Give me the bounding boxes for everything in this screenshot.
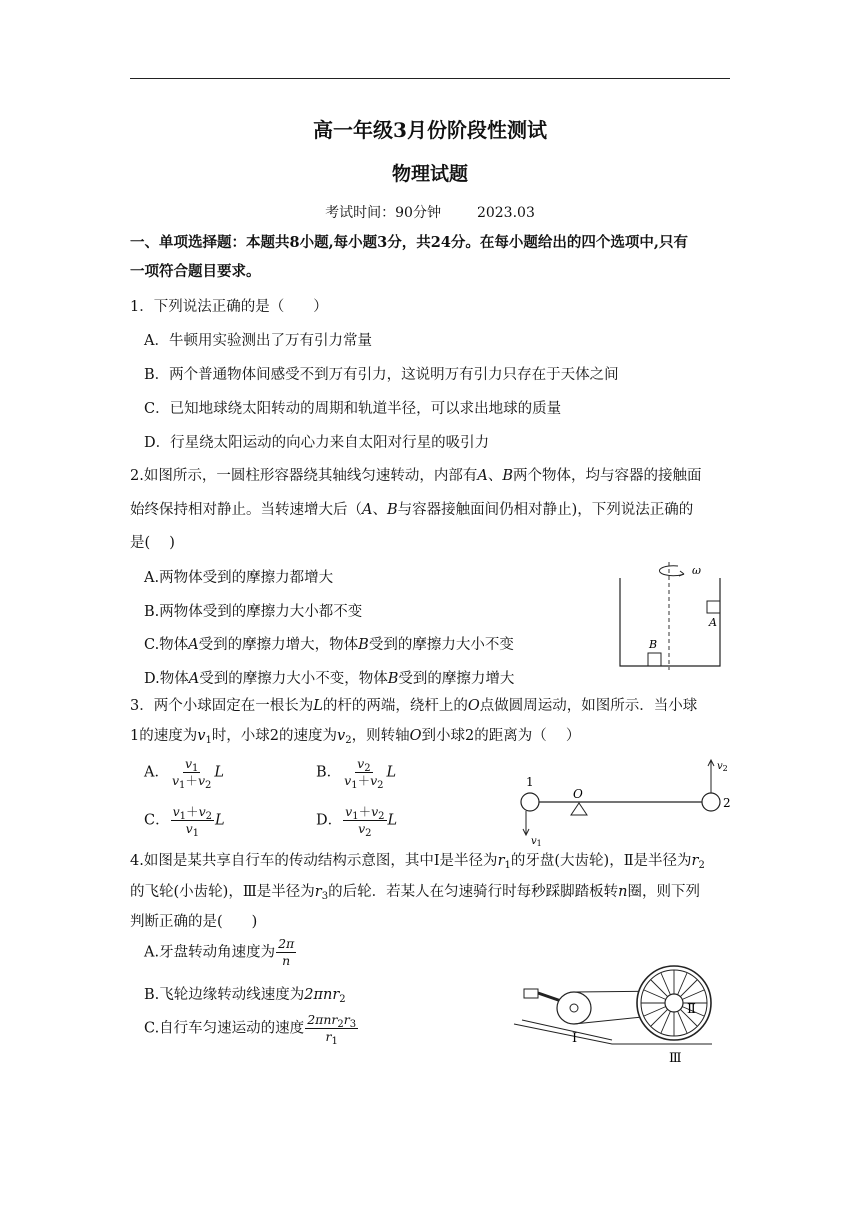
q3-stem-line1: 3．两个小球固定在一根长为L的杆的两端，绕杆上的O点做圆周运动，如图所示．当小球: [130, 698, 698, 714]
q4-figure-bicycle-drive: [512, 962, 724, 1072]
q2-stem-line2: 始终保持相对静止。当转速增大后（A、B与容器接触面间仍相对静止)，下列说法正确的: [130, 502, 694, 518]
q2-option-b: B.两物体受到的摩擦力大小都不变: [144, 604, 363, 620]
ball2-label: 2: [723, 796, 731, 810]
section-heading-line2: 一项符合题目要求。: [130, 263, 261, 280]
label-II: Ⅱ: [687, 1002, 696, 1017]
page-title: 高一年级3月份阶段性测试: [313, 118, 547, 142]
exam-date: 2023.03: [476, 205, 535, 221]
v1-label: $v_1$: [531, 836, 542, 848]
q2-option-a: A.两物体受到的摩擦力都增大: [144, 570, 334, 586]
q3-figure-rod-balls: [510, 758, 740, 848]
q1-stem: 1．下列说法正确的是（ ）: [130, 299, 328, 315]
pivot-label: O: [573, 787, 583, 801]
exam-time: 考试时间：90分钟: [325, 205, 441, 221]
q2-figure-rotating-container: [612, 556, 730, 672]
exam-meta: [0, 202, 860, 222]
label-I: Ⅰ: [572, 1031, 578, 1046]
q4-option-c: C.自行车匀速运动的速度 $\frac{2\pi nr_2r_3}{r_1}$: [144, 1012, 357, 1047]
q1-option-d: D．行星绕太阳运动的向心力来自太阳对行星的吸引力: [144, 435, 490, 451]
object-b-label: B: [649, 638, 658, 651]
header-rule: [130, 78, 730, 79]
q4-stem-line3: 判断正确的是( ): [130, 914, 258, 930]
q4-option-a: A.牙盘转动角速度为 $\frac{2\pi}{n}$: [144, 936, 295, 968]
q1-option-b: B．两个普通物体间感受不到万有引力，这说明万有引力只存在于天体之间: [144, 367, 619, 383]
q2-stem-line1: 2.如图所示，一圆柱形容器绕其轴线匀速转动，内部有A、B两个物体，均与容器的接触面: [130, 468, 702, 484]
section-heading-line1: 一、单项选择题：本题共8小题,每小题3分，共24分。在每小题给出的四个选项中,只有: [130, 234, 688, 251]
q2-option-d: D.物体A受到的摩擦力大小不变，物体B受到的摩擦力增大: [144, 671, 515, 687]
q3-option-c: C． $\frac{v_1+v_2}{v_1}$ L: [144, 804, 225, 839]
q3-option-d: D． $\frac{v_1+v_2}{v_2}$ L: [316, 804, 398, 839]
q3-option-b: B． $\frac{v_2}{v_1+v_2}$ L: [316, 756, 397, 791]
q3-stem-line2: 1的速度为$v_1$时，小球2的速度为$v_2$，则转轴O到小球2的距离为（ ）: [130, 728, 581, 746]
q4-stem-line1: 4.如图是某共享自行车的传动结构示意图，其中Ⅰ是半径为$r_1$的牙盘(大齿轮)，Ⅱ是半径为$r_2$: [130, 853, 705, 871]
ball1-label: 1: [526, 775, 534, 789]
q1-option-c: C．已知地球绕太阳转动的周期和轨道半径，可以求出地球的质量: [144, 401, 562, 417]
q1-option-a: A．牛顿用实验测出了万有引力常量: [144, 333, 372, 349]
object-a-label: A: [709, 616, 717, 629]
label-III: Ⅲ: [669, 1051, 682, 1066]
omega-label: ω: [692, 564, 701, 577]
q2-stem-line3: 是( ): [130, 535, 175, 551]
q4-stem-line2: 的飞轮(小齿轮)，Ⅲ是半径为$r_3$的后轮．若某人在匀速骑行时每秒踩脚踏板转n圈，则下列: [130, 884, 700, 902]
q4-option-b: B.飞轮边缘转动线速度为2πnr$_2$: [144, 987, 346, 1005]
q3-option-a: A． $\frac{v_1}{v_1+v_2}$ L: [144, 756, 225, 791]
page-subtitle: 物理试题: [391, 163, 468, 185]
v2-label: $v_2$: [717, 761, 728, 773]
q2-option-c: C.物体A受到的摩擦力增大，物体B受到的摩擦力大小不变: [144, 637, 514, 653]
